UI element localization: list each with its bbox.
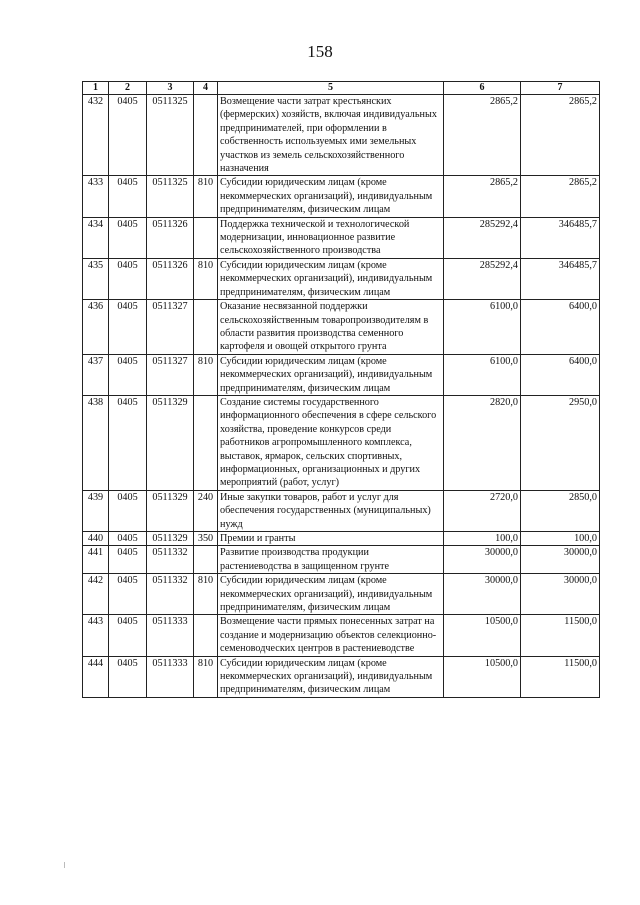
column-header: 5 bbox=[218, 82, 444, 95]
target-code: 0511329 bbox=[147, 490, 194, 531]
target-code: 0511326 bbox=[147, 217, 194, 258]
section-code: 0405 bbox=[109, 574, 147, 615]
row-number: 434 bbox=[83, 217, 109, 258]
column-header: 3 bbox=[147, 82, 194, 95]
item-name: Развитие производства продукции растениеводства в защищенном грунте bbox=[218, 546, 444, 574]
expense-type-code bbox=[194, 615, 218, 656]
amount-col7: 11500,0 bbox=[521, 656, 600, 697]
amount-col6: 2865,2 bbox=[444, 176, 521, 217]
section-code: 0405 bbox=[109, 176, 147, 217]
column-header: 2 bbox=[109, 82, 147, 95]
target-code: 0511332 bbox=[147, 574, 194, 615]
expense-type-code bbox=[194, 395, 218, 490]
item-name: Субсидии юридическим лицам (кроме некоммерческих организаций), индивидуальным предпринимателям, физическим лицам bbox=[218, 258, 444, 299]
amount-col7: 2865,2 bbox=[521, 95, 600, 176]
expense-type-code bbox=[194, 300, 218, 355]
expense-type-code: 810 bbox=[194, 574, 218, 615]
item-name: Поддержка технической и технологической модернизации, инновационное развитие сельскохозяйственного производства bbox=[218, 217, 444, 258]
expense-type-code bbox=[194, 95, 218, 176]
section-code: 0405 bbox=[109, 615, 147, 656]
table-row bbox=[83, 95, 600, 176]
target-code: 0511333 bbox=[147, 615, 194, 656]
table-row bbox=[83, 217, 600, 258]
section-code: 0405 bbox=[109, 258, 147, 299]
target-code: 0511329 bbox=[147, 395, 194, 490]
target-code: 0511333 bbox=[147, 656, 194, 697]
item-name: Иные закупки товаров, работ и услуг для обеспечения государственных (муниципальных) нужд bbox=[218, 490, 444, 531]
budget-table bbox=[82, 81, 600, 698]
section-code: 0405 bbox=[109, 532, 147, 546]
section-code: 0405 bbox=[109, 490, 147, 531]
section-code: 0405 bbox=[109, 546, 147, 574]
amount-col7: 100,0 bbox=[521, 532, 600, 546]
column-header: 4 bbox=[194, 82, 218, 95]
column-header: 6 bbox=[444, 82, 521, 95]
header-row bbox=[83, 82, 600, 95]
row-number: 437 bbox=[83, 354, 109, 395]
target-code: 0511327 bbox=[147, 300, 194, 355]
item-name: Возмещение части затрат крестьянских (фермерских) хозяйств, включая индивидуальных предпринимателей, при оформлении в собственность используемых ими земельных участков из земель сельскохозяйственного назначения bbox=[218, 95, 444, 176]
amount-col6: 30000,0 bbox=[444, 546, 521, 574]
amount-col7: 2850,0 bbox=[521, 490, 600, 531]
expense-type-code bbox=[194, 546, 218, 574]
section-code: 0405 bbox=[109, 300, 147, 355]
row-number: 441 bbox=[83, 546, 109, 574]
expense-type-code: 810 bbox=[194, 656, 218, 697]
column-header: 7 bbox=[521, 82, 600, 95]
amount-col7: 6400,0 bbox=[521, 354, 600, 395]
expense-type-code: 350 bbox=[194, 532, 218, 546]
item-name: Оказание несвязанной поддержки сельскохозяйственным товаропроизводителям в области развития производства семенного картофеля и овощей открытого грунта bbox=[218, 300, 444, 355]
section-code: 0405 bbox=[109, 217, 147, 258]
table-row bbox=[83, 546, 600, 574]
amount-col7: 11500,0 bbox=[521, 615, 600, 656]
table-row bbox=[83, 395, 600, 490]
item-name: Субсидии юридическим лицам (кроме некоммерческих организаций), индивидуальным предпринимателям, физическим лицам bbox=[218, 354, 444, 395]
amount-col6: 30000,0 bbox=[444, 574, 521, 615]
section-code: 0405 bbox=[109, 95, 147, 176]
item-name: Создание системы государственного информационного обеспечения в сфере сельского хозяйства, проведение конкурсов среди работников агропромышленного комплекса, выставок, ярмарок, сельских спортивных, информационных, организационных и других мероприятий (работ, услуг) bbox=[218, 395, 444, 490]
expense-type-code: 240 bbox=[194, 490, 218, 531]
amount-col7: 2950,0 bbox=[521, 395, 600, 490]
amount-col7: 346485,7 bbox=[521, 258, 600, 299]
amount-col6: 6100,0 bbox=[444, 354, 521, 395]
amount-col7: 346485,7 bbox=[521, 217, 600, 258]
table-row bbox=[83, 354, 600, 395]
item-name: Премии и гранты bbox=[218, 532, 444, 546]
expense-type-code: 810 bbox=[194, 354, 218, 395]
target-code: 0511332 bbox=[147, 546, 194, 574]
table-row bbox=[83, 532, 600, 546]
table-row bbox=[83, 615, 600, 656]
amount-col6: 2720,0 bbox=[444, 490, 521, 531]
amount-col6: 285292,4 bbox=[444, 217, 521, 258]
scan-mark bbox=[64, 862, 71, 868]
target-code: 0511325 bbox=[147, 176, 194, 217]
amount-col7: 2865,2 bbox=[521, 176, 600, 217]
amount-col7: 6400,0 bbox=[521, 300, 600, 355]
target-code: 0511327 bbox=[147, 354, 194, 395]
table-row bbox=[83, 490, 600, 531]
row-number: 435 bbox=[83, 258, 109, 299]
amount-col6: 10500,0 bbox=[444, 656, 521, 697]
row-number: 443 bbox=[83, 615, 109, 656]
section-code: 0405 bbox=[109, 395, 147, 490]
amount-col6: 6100,0 bbox=[444, 300, 521, 355]
item-name: Субсидии юридическим лицам (кроме некоммерческих организаций), индивидуальным предпринимателям, физическим лицам bbox=[218, 574, 444, 615]
table-row bbox=[83, 656, 600, 697]
expense-type-code: 810 bbox=[194, 176, 218, 217]
target-code: 0511325 bbox=[147, 95, 194, 176]
amount-col7: 30000,0 bbox=[521, 546, 600, 574]
row-number: 432 bbox=[83, 95, 109, 176]
row-number: 440 bbox=[83, 532, 109, 546]
amount-col6: 10500,0 bbox=[444, 615, 521, 656]
amount-col7: 30000,0 bbox=[521, 574, 600, 615]
target-code: 0511326 bbox=[147, 258, 194, 299]
row-number: 444 bbox=[83, 656, 109, 697]
section-code: 0405 bbox=[109, 656, 147, 697]
amount-col6: 2820,0 bbox=[444, 395, 521, 490]
section-code: 0405 bbox=[109, 354, 147, 395]
row-number: 442 bbox=[83, 574, 109, 615]
amount-col6: 2865,2 bbox=[444, 95, 521, 176]
item-name: Возмещение части прямых понесенных затрат на создание и модернизацию объектов селекционно-семеноводческих центров в растениеводстве bbox=[218, 615, 444, 656]
amount-col6: 100,0 bbox=[444, 532, 521, 546]
target-code: 0511329 bbox=[147, 532, 194, 546]
amount-col6: 285292,4 bbox=[444, 258, 521, 299]
expense-type-code: 810 bbox=[194, 258, 218, 299]
row-number: 433 bbox=[83, 176, 109, 217]
table-row bbox=[83, 176, 600, 217]
item-name: Субсидии юридическим лицам (кроме некоммерческих организаций), индивидуальным предпринимателям, физическим лицам bbox=[218, 656, 444, 697]
table-row bbox=[83, 300, 600, 355]
row-number: 436 bbox=[83, 300, 109, 355]
table-row bbox=[83, 574, 600, 615]
page-number: 158 bbox=[307, 42, 333, 61]
item-name: Субсидии юридическим лицам (кроме некоммерческих организаций), индивидуальным предпринимателям, физическим лицам bbox=[218, 176, 444, 217]
table-row bbox=[83, 258, 600, 299]
expense-type-code bbox=[194, 217, 218, 258]
row-number: 438 bbox=[83, 395, 109, 490]
column-header: 1 bbox=[83, 82, 109, 95]
row-number: 439 bbox=[83, 490, 109, 531]
